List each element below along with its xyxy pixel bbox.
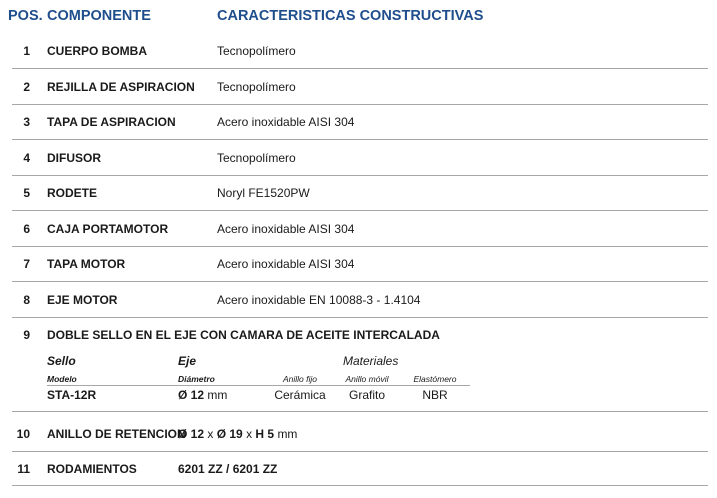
bearings-pos: 11 <box>17 462 30 476</box>
seal-diametro-value <box>178 388 227 402</box>
seal-anillo-fijo-value: Cerámica <box>274 388 326 402</box>
seal-anillo-fijo-label: Anillo fijo <box>282 374 318 384</box>
row-divider <box>12 317 708 318</box>
bearings-value: 6201 ZZ / 6201 ZZ <box>178 462 278 476</box>
seal-elastomero-value: NBR <box>422 388 448 402</box>
row-value: Noryl FE1520PW <box>217 186 310 200</box>
retention-x2: x <box>246 427 253 441</box>
row-pos: 1 <box>23 44 30 58</box>
row-pos: 8 <box>23 293 30 307</box>
retention-d1: Ø 12 <box>178 427 205 441</box>
row-value: Acero inoxidable AISI 304 <box>217 257 355 271</box>
row-component: RODETE <box>47 186 98 200</box>
retention-value <box>178 427 297 441</box>
bearings-component: RODAMIENTOS <box>47 462 137 476</box>
row-component: CUERPO BOMBA <box>47 44 148 58</box>
row-divider <box>12 281 708 282</box>
seal-pos: 9 <box>23 328 30 342</box>
row-pos: 2 <box>23 80 30 94</box>
seal-anillo-movil-value: Grafito <box>348 388 385 402</box>
row-divider <box>12 451 708 452</box>
row-component: TAPA MOTOR <box>47 257 126 271</box>
row-divider <box>12 175 708 176</box>
retention-component: ANILLO DE RETENCION <box>47 427 186 441</box>
row-component: DIFUSOR <box>47 151 101 165</box>
row-pos: 7 <box>23 257 30 271</box>
row-value: Acero inoxidable AISI 304 <box>217 115 355 129</box>
row-value: Tecnopolímero <box>217 80 296 94</box>
row-component: EJE MOTOR <box>47 293 118 307</box>
retention-x1: x <box>207 427 214 441</box>
seal-diametro-unit: mm <box>207 388 228 402</box>
header-component: COMPONENTE <box>47 8 151 24</box>
retention-pos: 10 <box>16 427 30 441</box>
row-component: CAJA PORTAMOTOR <box>47 222 169 236</box>
seal-subheader-divider <box>47 385 470 386</box>
row-divider <box>12 68 708 69</box>
row-divider <box>12 210 708 211</box>
row-pos: 3 <box>23 115 30 129</box>
seal-eje-label: Eje <box>178 354 197 368</box>
row-divider <box>12 139 708 140</box>
row-divider <box>12 246 708 247</box>
seal-sello-label: Sello <box>47 354 76 368</box>
header-characteristics: CARACTERISTICAS CONSTRUCTIVAS <box>217 8 484 24</box>
retention-unit: mm <box>277 427 298 441</box>
seal-materiales-label: Materiales <box>343 354 399 368</box>
seal-diametro-label: Diámetro <box>178 374 215 384</box>
row-pos: 4 <box>23 151 30 165</box>
row-divider <box>12 485 708 486</box>
retention-h: H 5 <box>255 427 275 441</box>
seal-anillo-movil-label: Anillo móvil <box>345 374 389 384</box>
row-value: Acero inoxidable EN 10088-3 - 1.4104 <box>217 293 421 307</box>
row-pos: 5 <box>23 186 30 200</box>
header-pos: POS. <box>8 8 43 24</box>
seal-elastomero-label: Elastómero <box>413 374 457 384</box>
seal-diametro-num: Ø 12 <box>178 388 205 402</box>
row-component: TAPA DE ASPIRACION <box>47 115 176 129</box>
row-pos: 6 <box>23 222 30 236</box>
row-divider <box>12 411 708 412</box>
row-value: Tecnopolímero <box>217 44 296 58</box>
seal-modelo-label: Modelo <box>47 374 77 384</box>
seal-modelo-value: STA-12R <box>47 388 97 402</box>
row-value: Acero inoxidable AISI 304 <box>217 222 355 236</box>
seal-title: DOBLE SELLO EN EL EJE CON CAMARA DE ACEITE INTERCALADA <box>47 328 440 342</box>
row-value: Tecnopolímero <box>217 151 296 165</box>
row-component: REJILLA DE ASPIRACION <box>47 80 195 94</box>
row-divider <box>12 104 708 105</box>
retention-d2: Ø 19 <box>216 427 243 441</box>
